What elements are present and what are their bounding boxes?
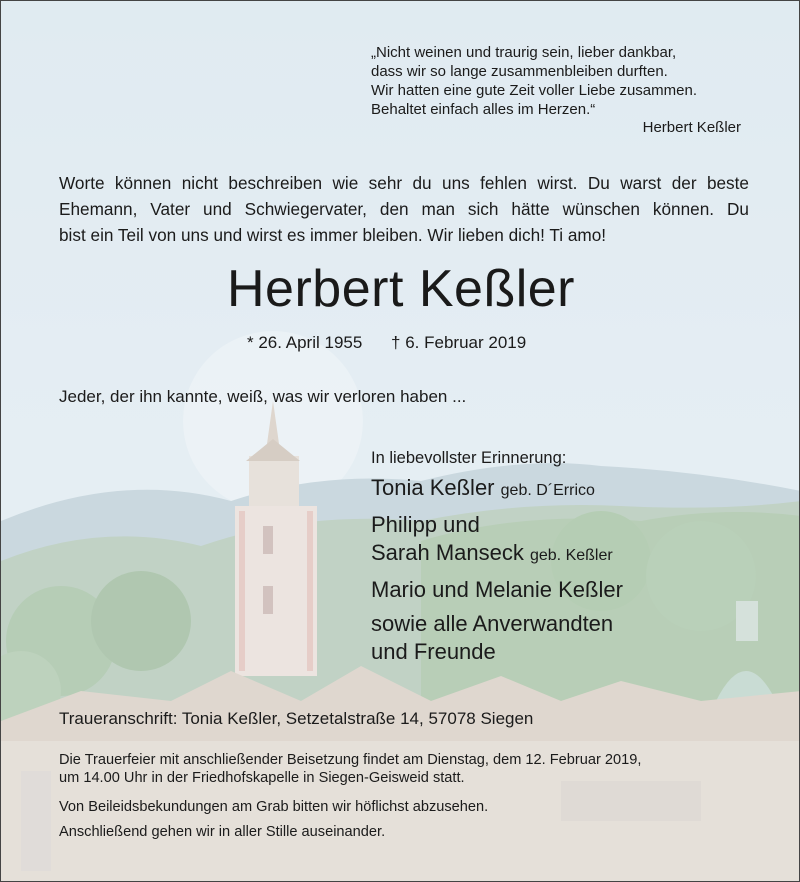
maiden-name: geb. D´Errico	[500, 482, 595, 499]
mourner-name: Philipp und	[371, 512, 480, 537]
mourner-name: Tonia Keßler	[371, 475, 495, 500]
quote-author: Herbert Keßler	[642, 119, 741, 136]
quote-line: dass wir so lange zusammenbleiben durften.	[371, 63, 668, 80]
death-date: † 6. Februar 2019	[391, 333, 527, 352]
maiden-name: geb. Keßler	[529, 547, 613, 564]
funeral-details	[59, 751, 749, 787]
mourner-name: Mario und Melanie Keßler	[371, 577, 623, 602]
deceased-name: Herbert Keßler	[227, 260, 575, 318]
quote-block	[371, 43, 751, 119]
farewell-note: Anschließend gehen wir in aller Stille auseinander.	[59, 824, 386, 840]
birth-date: * 26. April 1955	[247, 333, 363, 352]
mourner-entry	[371, 638, 771, 666]
loss-statement: Jeder, der ihn kannte, weiß, was wir verloren haben ...	[59, 387, 467, 406]
quote-line: Behaltet einfach alles im Herzen.“	[371, 101, 596, 118]
quote-line: „Nicht weinen und traurig sein, lieber dankbar,	[371, 44, 677, 61]
mourner-entry	[371, 576, 771, 604]
mourner-entry	[371, 539, 771, 570]
intro-line: Worte können nicht beschreiben wie sehr du uns fehlen wirst. Du warst der beste	[59, 173, 749, 193]
mourner-entry	[371, 610, 771, 638]
mourner-entry	[371, 474, 771, 505]
funeral-line: Die Trauerfeier mit anschließender Beisetzung findet am Dienstag, dem 12. Februar 2019,	[59, 752, 642, 768]
funeral-line: um 14.00 Uhr in der Friedhofskapelle in Siegen-Geisweid statt.	[59, 770, 465, 786]
mourners-heading: In liebevollster Erinnerung:	[371, 449, 567, 467]
quote-line: Wir hatten eine gute Zeit voller Liebe zusammen.	[371, 82, 697, 99]
intro-paragraph	[59, 170, 749, 248]
condolence-note: Von Beileidsbekundungen am Grab bitten wir höflichst abzusehen.	[59, 799, 489, 815]
mourner-name: und Freunde	[371, 639, 496, 664]
mourner-name: Sarah Manseck	[371, 540, 524, 565]
notice-content	[1, 1, 799, 881]
intro-line: bist ein Teil von uns und wirst es immer bleiben. Wir lieben dich! Ti amo!	[59, 225, 607, 245]
mourner-name: sowie alle Anverwandten	[371, 611, 614, 636]
intro-line: Ehemann, Vater und Schwiegervater, den man sich hätte wünschen können. Du	[59, 199, 749, 219]
mourner-entry	[371, 511, 771, 539]
mourners-block	[371, 449, 771, 666]
life-dates	[247, 333, 550, 353]
mourning-address: Traueranschrift: Tonia Keßler, Setzetalstraße 14, 57078 Siegen	[59, 709, 534, 728]
